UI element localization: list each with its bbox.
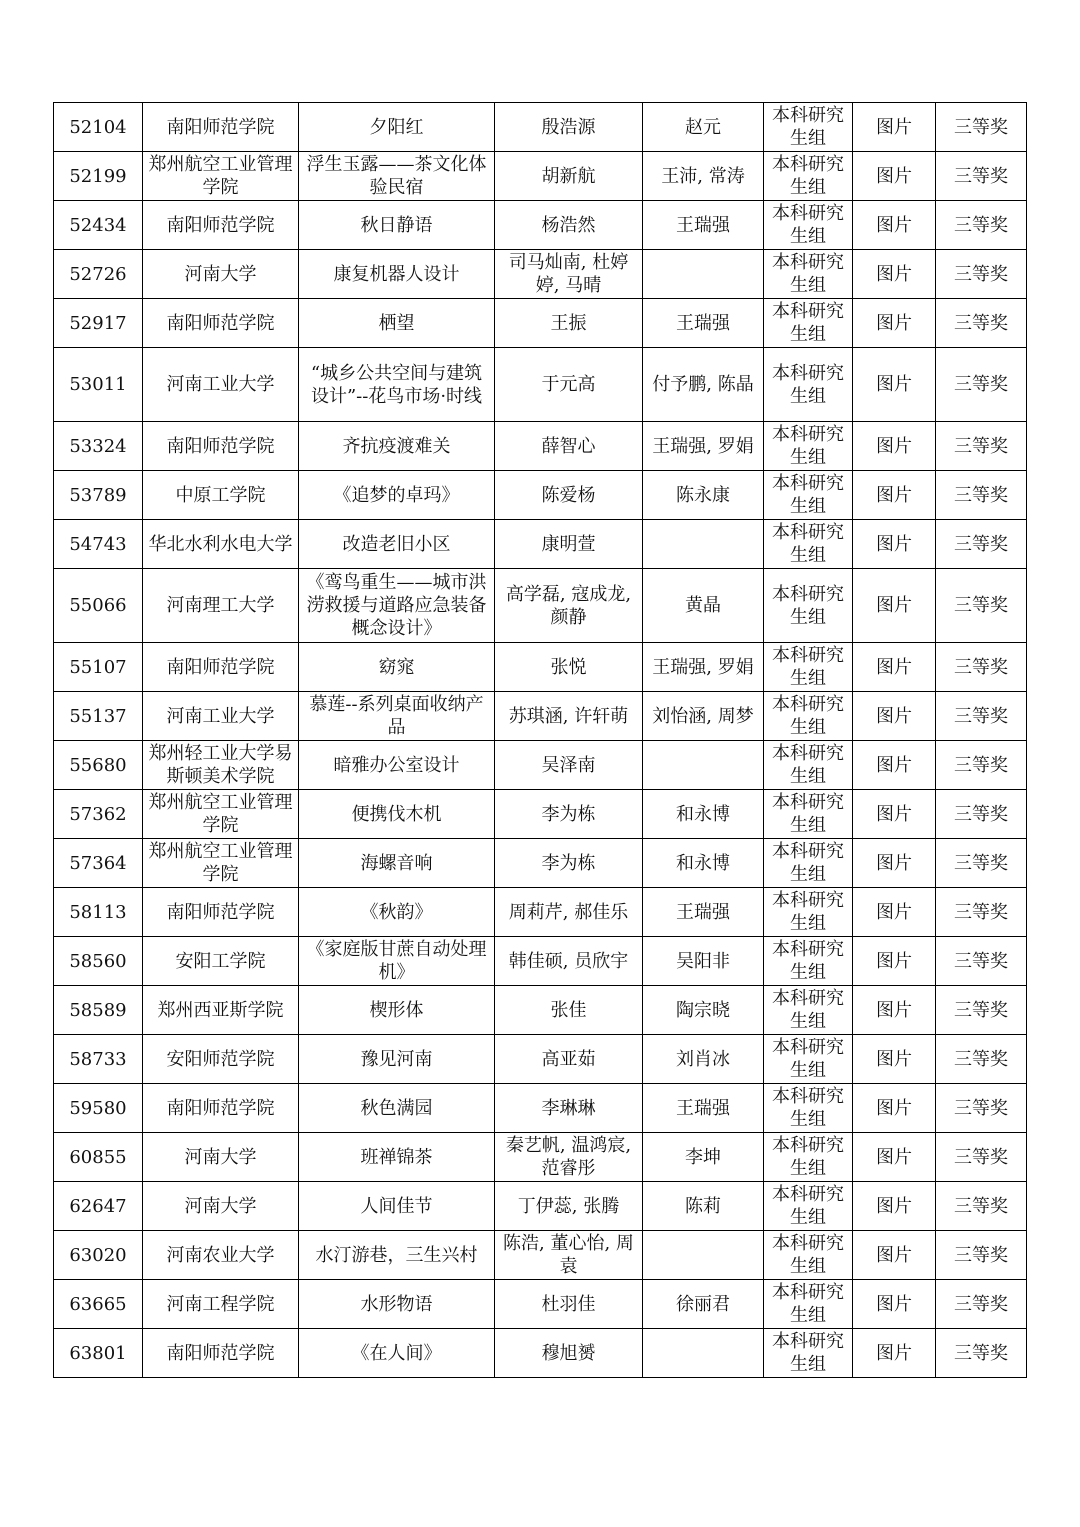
advisor-cell: 刘肖冰 bbox=[643, 1035, 764, 1084]
entry-id-cell: 54743 bbox=[54, 520, 143, 569]
school-cell: 河南理工大学 bbox=[143, 569, 299, 643]
award-cell: 三等奖 bbox=[936, 103, 1027, 152]
advisor-cell: 王瑞强 bbox=[643, 888, 764, 937]
group-cell: 本科研究生组 bbox=[764, 299, 853, 348]
category-cell: 图片 bbox=[853, 1182, 936, 1231]
school-cell: 河南工业大学 bbox=[143, 692, 299, 741]
authors-cell: 高亚茹 bbox=[495, 1035, 643, 1084]
table-row bbox=[54, 1133, 1027, 1182]
award-cell: 三等奖 bbox=[936, 152, 1027, 201]
authors-cell: 薛智心 bbox=[495, 422, 643, 471]
authors-cell: 李为栋 bbox=[495, 839, 643, 888]
entry-id-cell: 62647 bbox=[54, 1182, 143, 1231]
group-cell: 本科研究生组 bbox=[764, 152, 853, 201]
advisor-cell: 陶宗晓 bbox=[643, 986, 764, 1035]
work-title-cell: 海螺音响 bbox=[299, 839, 495, 888]
authors-cell: 杨浩然 bbox=[495, 201, 643, 250]
group-cell: 本科研究生组 bbox=[764, 422, 853, 471]
category-cell: 图片 bbox=[853, 643, 936, 692]
school-cell: 河南大学 bbox=[143, 1182, 299, 1231]
authors-cell: 司马灿南, 杜婷婷, 马晴 bbox=[495, 250, 643, 299]
award-cell: 三等奖 bbox=[936, 348, 1027, 422]
school-cell: 安阳工学院 bbox=[143, 937, 299, 986]
authors-cell: 陈爱杨 bbox=[495, 471, 643, 520]
school-cell: 河南工程学院 bbox=[143, 1280, 299, 1329]
advisor-cell: 陈莉 bbox=[643, 1182, 764, 1231]
table-row bbox=[54, 888, 1027, 937]
entry-id-cell: 52434 bbox=[54, 201, 143, 250]
school-cell: 安阳师范学院 bbox=[143, 1035, 299, 1084]
work-title-cell: 楔形体 bbox=[299, 986, 495, 1035]
school-cell: 郑州航空工业管理学院 bbox=[143, 790, 299, 839]
entry-id-cell: 52104 bbox=[54, 103, 143, 152]
authors-cell: 苏琪涵, 许轩萌 bbox=[495, 692, 643, 741]
award-cell: 三等奖 bbox=[936, 1182, 1027, 1231]
advisor-cell: 徐丽君 bbox=[643, 1280, 764, 1329]
school-cell: 南阳师范学院 bbox=[143, 201, 299, 250]
table-row bbox=[54, 1231, 1027, 1280]
advisor-cell bbox=[643, 520, 764, 569]
award-cell: 三等奖 bbox=[936, 201, 1027, 250]
category-cell: 图片 bbox=[853, 471, 936, 520]
category-cell: 图片 bbox=[853, 741, 936, 790]
advisor-cell: 王沛, 常涛 bbox=[643, 152, 764, 201]
group-cell: 本科研究生组 bbox=[764, 201, 853, 250]
school-cell: 河南大学 bbox=[143, 250, 299, 299]
advisor-cell: 和永博 bbox=[643, 839, 764, 888]
group-cell: 本科研究生组 bbox=[764, 250, 853, 299]
authors-cell: 张佳 bbox=[495, 986, 643, 1035]
work-title-cell: 《秋韵》 bbox=[299, 888, 495, 937]
group-cell: 本科研究生组 bbox=[764, 839, 853, 888]
table-row bbox=[54, 1329, 1027, 1378]
entry-id-cell: 63020 bbox=[54, 1231, 143, 1280]
award-cell: 三等奖 bbox=[936, 1280, 1027, 1329]
category-cell: 图片 bbox=[853, 1280, 936, 1329]
entry-id-cell: 57364 bbox=[54, 839, 143, 888]
category-cell: 图片 bbox=[853, 1231, 936, 1280]
advisor-cell: 王瑞强 bbox=[643, 1084, 764, 1133]
group-cell: 本科研究生组 bbox=[764, 643, 853, 692]
authors-cell: 高学磊, 寇成龙, 颜静 bbox=[495, 569, 643, 643]
award-cell: 三等奖 bbox=[936, 1329, 1027, 1378]
group-cell: 本科研究生组 bbox=[764, 1329, 853, 1378]
authors-cell: 殷浩源 bbox=[495, 103, 643, 152]
group-cell: 本科研究生组 bbox=[764, 1280, 853, 1329]
advisor-cell: 和永博 bbox=[643, 790, 764, 839]
category-cell: 图片 bbox=[853, 986, 936, 1035]
table-row bbox=[54, 569, 1027, 643]
authors-cell: 王振 bbox=[495, 299, 643, 348]
category-cell: 图片 bbox=[853, 152, 936, 201]
work-title-cell: 班禅锦茶 bbox=[299, 1133, 495, 1182]
entry-id-cell: 58589 bbox=[54, 986, 143, 1035]
table-row bbox=[54, 1182, 1027, 1231]
work-title-cell: 齐抗疫渡难关 bbox=[299, 422, 495, 471]
award-cell: 三等奖 bbox=[936, 839, 1027, 888]
entry-id-cell: 58733 bbox=[54, 1035, 143, 1084]
group-cell: 本科研究生组 bbox=[764, 741, 853, 790]
authors-cell: 周莉芹, 郝佳乐 bbox=[495, 888, 643, 937]
authors-cell: 丁伊蕊, 张腾 bbox=[495, 1182, 643, 1231]
table-row bbox=[54, 250, 1027, 299]
authors-cell: 秦艺帆, 温鸿宸, 范睿彤 bbox=[495, 1133, 643, 1182]
award-cell: 三等奖 bbox=[936, 471, 1027, 520]
authors-cell: 于元高 bbox=[495, 348, 643, 422]
school-cell: 郑州轻工业大学易斯顿美术学院 bbox=[143, 741, 299, 790]
entry-id-cell: 52917 bbox=[54, 299, 143, 348]
group-cell: 本科研究生组 bbox=[764, 520, 853, 569]
category-cell: 图片 bbox=[853, 520, 936, 569]
school-cell: 南阳师范学院 bbox=[143, 1084, 299, 1133]
school-cell: 河南农业大学 bbox=[143, 1231, 299, 1280]
table-body bbox=[54, 103, 1027, 1378]
award-cell: 三等奖 bbox=[936, 1133, 1027, 1182]
work-title-cell: 水汀游巷，三生兴村 bbox=[299, 1231, 495, 1280]
category-cell: 图片 bbox=[853, 1084, 936, 1133]
school-cell: 河南工业大学 bbox=[143, 348, 299, 422]
advisor-cell: 赵元 bbox=[643, 103, 764, 152]
award-cell: 三等奖 bbox=[936, 790, 1027, 839]
entry-id-cell: 55066 bbox=[54, 569, 143, 643]
award-cell: 三等奖 bbox=[936, 250, 1027, 299]
work-title-cell: 人间佳节 bbox=[299, 1182, 495, 1231]
work-title-cell: 夕阳红 bbox=[299, 103, 495, 152]
award-cell: 三等奖 bbox=[936, 1035, 1027, 1084]
advisor-cell: 付予鹏, 陈晶 bbox=[643, 348, 764, 422]
table-row bbox=[54, 1084, 1027, 1133]
work-title-cell: 水形物语 bbox=[299, 1280, 495, 1329]
work-title-cell: 《鸾鸟重生——城市洪涝救援与道路应急装备概念设计》 bbox=[299, 569, 495, 643]
advisor-cell: 刘怡涵, 周梦 bbox=[643, 692, 764, 741]
award-cell: 三等奖 bbox=[936, 692, 1027, 741]
authors-cell: 韩佳硕, 员欣宇 bbox=[495, 937, 643, 986]
work-title-cell: 豫见河南 bbox=[299, 1035, 495, 1084]
authors-cell: 陈浩, 董心怡, 周袁 bbox=[495, 1231, 643, 1280]
school-cell: 中原工学院 bbox=[143, 471, 299, 520]
award-cell: 三等奖 bbox=[936, 986, 1027, 1035]
advisor-cell: 陈永康 bbox=[643, 471, 764, 520]
award-cell: 三等奖 bbox=[936, 888, 1027, 937]
school-cell: 南阳师范学院 bbox=[143, 299, 299, 348]
category-cell: 图片 bbox=[853, 250, 936, 299]
entry-id-cell: 63665 bbox=[54, 1280, 143, 1329]
entry-id-cell: 60855 bbox=[54, 1133, 143, 1182]
work-title-cell: 改造老旧小区 bbox=[299, 520, 495, 569]
category-cell: 图片 bbox=[853, 790, 936, 839]
school-cell: 南阳师范学院 bbox=[143, 1329, 299, 1378]
table-row bbox=[54, 1280, 1027, 1329]
advisor-cell: 王瑞强, 罗娟 bbox=[643, 643, 764, 692]
award-cell: 三等奖 bbox=[936, 569, 1027, 643]
authors-cell: 李为栋 bbox=[495, 790, 643, 839]
advisor-cell: 王瑞强 bbox=[643, 299, 764, 348]
table-row bbox=[54, 299, 1027, 348]
work-title-cell: 《在人间》 bbox=[299, 1329, 495, 1378]
group-cell: 本科研究生组 bbox=[764, 1084, 853, 1133]
authors-cell: 杜羽佳 bbox=[495, 1280, 643, 1329]
entry-id-cell: 53324 bbox=[54, 422, 143, 471]
entry-id-cell: 57362 bbox=[54, 790, 143, 839]
award-cell: 三等奖 bbox=[936, 937, 1027, 986]
table-row bbox=[54, 643, 1027, 692]
category-cell: 图片 bbox=[853, 201, 936, 250]
award-cell: 三等奖 bbox=[936, 520, 1027, 569]
school-cell: 河南大学 bbox=[143, 1133, 299, 1182]
group-cell: 本科研究生组 bbox=[764, 1231, 853, 1280]
award-cell: 三等奖 bbox=[936, 741, 1027, 790]
work-title-cell: “城乡公共空间与建筑设计”--花鸟市场·时线 bbox=[299, 348, 495, 422]
school-cell: 郑州航空工业管理学院 bbox=[143, 152, 299, 201]
table-row bbox=[54, 692, 1027, 741]
authors-cell: 张悦 bbox=[495, 643, 643, 692]
table-row bbox=[54, 986, 1027, 1035]
award-cell: 三等奖 bbox=[936, 643, 1027, 692]
table-row bbox=[54, 201, 1027, 250]
award-cell: 三等奖 bbox=[936, 1231, 1027, 1280]
advisor-cell: 王瑞强 bbox=[643, 201, 764, 250]
advisor-cell: 李坤 bbox=[643, 1133, 764, 1182]
group-cell: 本科研究生组 bbox=[764, 1035, 853, 1084]
school-cell: 南阳师范学院 bbox=[143, 888, 299, 937]
work-title-cell: 浮生玉露——茶文化体验民宿 bbox=[299, 152, 495, 201]
group-cell: 本科研究生组 bbox=[764, 471, 853, 520]
group-cell: 本科研究生组 bbox=[764, 103, 853, 152]
award-cell: 三等奖 bbox=[936, 299, 1027, 348]
award-cell: 三等奖 bbox=[936, 1084, 1027, 1133]
group-cell: 本科研究生组 bbox=[764, 569, 853, 643]
school-cell: 南阳师范学院 bbox=[143, 643, 299, 692]
table-row bbox=[54, 422, 1027, 471]
work-title-cell: 《追梦的卓玛》 bbox=[299, 471, 495, 520]
category-cell: 图片 bbox=[853, 937, 936, 986]
table-row bbox=[54, 741, 1027, 790]
award-table bbox=[53, 102, 1027, 1378]
authors-cell: 穆旭赟 bbox=[495, 1329, 643, 1378]
group-cell: 本科研究生组 bbox=[764, 888, 853, 937]
advisor-cell: 吴阳非 bbox=[643, 937, 764, 986]
table-row bbox=[54, 103, 1027, 152]
table-row bbox=[54, 937, 1027, 986]
table-row bbox=[54, 348, 1027, 422]
work-title-cell: 秋色满园 bbox=[299, 1084, 495, 1133]
award-cell: 三等奖 bbox=[936, 422, 1027, 471]
entry-id-cell: 55107 bbox=[54, 643, 143, 692]
entry-id-cell: 55680 bbox=[54, 741, 143, 790]
table-row bbox=[54, 152, 1027, 201]
group-cell: 本科研究生组 bbox=[764, 1133, 853, 1182]
work-title-cell: 栖望 bbox=[299, 299, 495, 348]
table-row bbox=[54, 790, 1027, 839]
category-cell: 图片 bbox=[853, 103, 936, 152]
advisor-cell: 王瑞强, 罗娟 bbox=[643, 422, 764, 471]
group-cell: 本科研究生组 bbox=[764, 937, 853, 986]
category-cell: 图片 bbox=[853, 1133, 936, 1182]
group-cell: 本科研究生组 bbox=[764, 1182, 853, 1231]
group-cell: 本科研究生组 bbox=[764, 348, 853, 422]
category-cell: 图片 bbox=[853, 888, 936, 937]
advisor-cell: 黄晶 bbox=[643, 569, 764, 643]
school-cell: 南阳师范学院 bbox=[143, 103, 299, 152]
category-cell: 图片 bbox=[853, 422, 936, 471]
work-title-cell: 慕莲--系列桌面收纳产品 bbox=[299, 692, 495, 741]
authors-cell: 胡新航 bbox=[495, 152, 643, 201]
table-row bbox=[54, 1035, 1027, 1084]
advisor-cell bbox=[643, 1231, 764, 1280]
entry-id-cell: 52726 bbox=[54, 250, 143, 299]
entry-id-cell: 58560 bbox=[54, 937, 143, 986]
school-cell: 郑州西亚斯学院 bbox=[143, 986, 299, 1035]
category-cell: 图片 bbox=[853, 299, 936, 348]
work-title-cell: 暗雅办公室设计 bbox=[299, 741, 495, 790]
group-cell: 本科研究生组 bbox=[764, 986, 853, 1035]
authors-cell: 李琳琳 bbox=[495, 1084, 643, 1133]
category-cell: 图片 bbox=[853, 569, 936, 643]
entry-id-cell: 53789 bbox=[54, 471, 143, 520]
entry-id-cell: 53011 bbox=[54, 348, 143, 422]
group-cell: 本科研究生组 bbox=[764, 692, 853, 741]
advisor-cell bbox=[643, 250, 764, 299]
work-title-cell: 《家庭版甘蔗自动处理机》 bbox=[299, 937, 495, 986]
authors-cell: 吴泽南 bbox=[495, 741, 643, 790]
work-title-cell: 秋日静语 bbox=[299, 201, 495, 250]
work-title-cell: 康复机器人设计 bbox=[299, 250, 495, 299]
advisor-cell bbox=[643, 1329, 764, 1378]
school-cell: 南阳师范学院 bbox=[143, 422, 299, 471]
advisor-cell bbox=[643, 741, 764, 790]
work-title-cell: 便携伐木机 bbox=[299, 790, 495, 839]
category-cell: 图片 bbox=[853, 1329, 936, 1378]
school-cell: 华北水利水电大学 bbox=[143, 520, 299, 569]
table-row bbox=[54, 839, 1027, 888]
category-cell: 图片 bbox=[853, 1035, 936, 1084]
work-title-cell: 窈窕 bbox=[299, 643, 495, 692]
category-cell: 图片 bbox=[853, 348, 936, 422]
category-cell: 图片 bbox=[853, 839, 936, 888]
category-cell: 图片 bbox=[853, 692, 936, 741]
entry-id-cell: 52199 bbox=[54, 152, 143, 201]
authors-cell: 康明萱 bbox=[495, 520, 643, 569]
table-row bbox=[54, 520, 1027, 569]
entry-id-cell: 63801 bbox=[54, 1329, 143, 1378]
entry-id-cell: 58113 bbox=[54, 888, 143, 937]
entry-id-cell: 59580 bbox=[54, 1084, 143, 1133]
group-cell: 本科研究生组 bbox=[764, 790, 853, 839]
table-row bbox=[54, 471, 1027, 520]
school-cell: 郑州航空工业管理学院 bbox=[143, 839, 299, 888]
entry-id-cell: 55137 bbox=[54, 692, 143, 741]
